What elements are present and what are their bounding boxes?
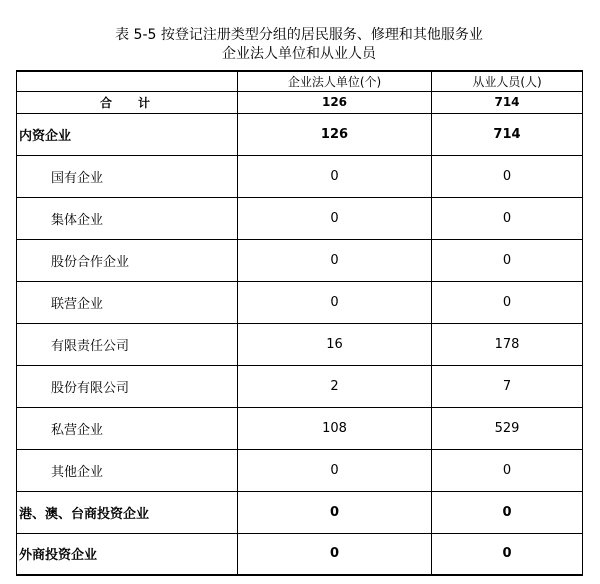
row-label: 港、澳、台商投资企业 [17,491,238,533]
table-row [17,365,583,407]
header-cell-category [17,71,238,91]
table-row [17,155,583,197]
row-units: 126 [238,113,432,155]
row-label: 私营企业 [17,407,238,449]
row-units: 108 [238,407,432,449]
row-units: 0 [238,155,432,197]
row-employees: 178 [432,323,583,365]
row-employees: 0 [432,155,583,197]
table-row [17,449,583,491]
row-employees: 7 [432,365,583,407]
row-employees: 0 [432,239,583,281]
row-label: 有限责任公司 [17,323,238,365]
row-label: 联营企业 [17,281,238,323]
table-row [17,113,583,155]
row-employees: 0 [432,449,583,491]
row-units: 0 [238,449,432,491]
statistics-table [16,70,583,576]
table-row [17,491,583,533]
table-row [17,239,583,281]
row-units: 0 [238,491,432,533]
total-employees: 714 [432,91,583,113]
title-line-2: 企业法人单位和从业人员 [222,46,376,62]
table-row [17,323,583,365]
table-row [17,407,583,449]
table-row [17,281,583,323]
row-units: 0 [238,533,432,575]
row-label: 国有企业 [17,155,238,197]
row-label: 其他企业 [17,449,238,491]
header-cell-employees: 从业人员(人) [432,71,583,91]
row-units: 16 [238,323,432,365]
row-employees: 0 [432,197,583,239]
row-units: 2 [238,365,432,407]
title-line-1: 表 5-5 按登记注册类型分组的居民服务、修理和其他服务业 [115,27,483,43]
row-employees: 529 [432,407,583,449]
row-label: 股份有限公司 [17,365,238,407]
row-units: 0 [238,197,432,239]
header-cell-units: 企业法人单位(个) [238,71,432,91]
table-row [17,533,583,575]
row-employees: 0 [432,491,583,533]
row-employees: 0 [432,281,583,323]
table-title [16,26,582,64]
row-label: 内资企业 [17,113,238,155]
row-employees: 714 [432,113,583,155]
table-row [17,197,583,239]
total-row [17,91,583,113]
row-units: 0 [238,281,432,323]
row-units: 0 [238,239,432,281]
total-units: 126 [238,91,432,113]
row-employees: 0 [432,533,583,575]
row-label: 外商投资企业 [17,533,238,575]
row-label: 集体企业 [17,197,238,239]
total-label: 合计 [17,91,238,113]
header-row [17,71,583,91]
row-label: 股份合作企业 [17,239,238,281]
